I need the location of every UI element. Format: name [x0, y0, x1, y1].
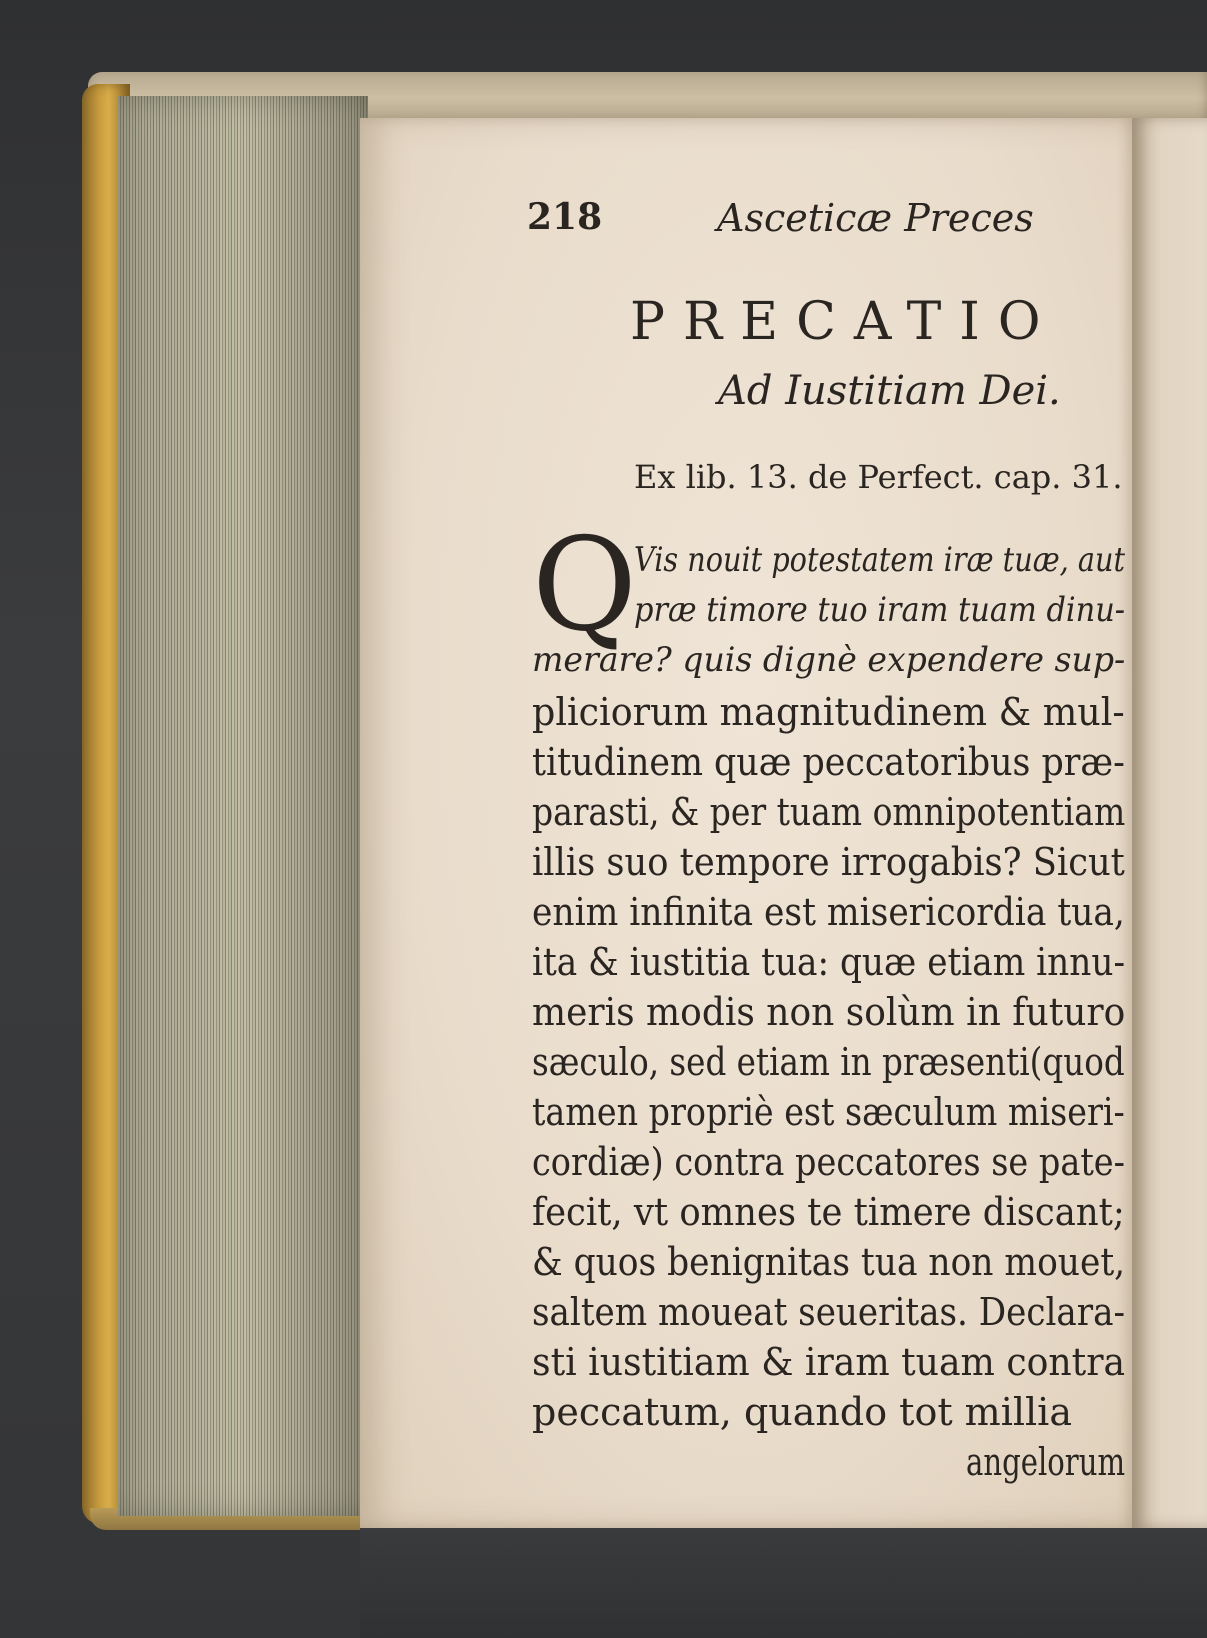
- source-reference: Ex lib. 13. de Perfect. cap. 31.: [634, 458, 1123, 496]
- text-line: fecit, vt omnes te timere discant;: [532, 1190, 1125, 1234]
- text-line: sti iustitiam & iram tuam contra: [532, 1340, 1126, 1384]
- text-line: & quos benignitas tua non mouet,: [532, 1240, 1126, 1284]
- running-head: Asceticæ Preces: [717, 196, 1034, 240]
- text-line: peccatum, quando tot millia: [532, 1390, 1072, 1434]
- text-line: præ timore tuo iram tuam dinu-: [634, 590, 1126, 630]
- page-number: 218: [527, 196, 603, 238]
- scan-backdrop-bottom: [360, 1528, 1207, 1638]
- prayer-subtitle: Ad Iustitiam Dei.: [718, 368, 1061, 414]
- text-line: titudinem quæ peccatoribus præ-: [532, 740, 1125, 784]
- text-line: tamen propriè est sæculum miseri-: [532, 1090, 1125, 1134]
- text-line: ita & iustitia tua: quæ etiam innu-: [532, 940, 1126, 984]
- prayer-title: PRECATIO: [630, 292, 1059, 352]
- text-line: meris modis non solùm in futuro: [532, 990, 1126, 1034]
- text-line: cordiæ) contra peccatores se pate-: [532, 1140, 1125, 1184]
- facing-page-edge: [1132, 118, 1207, 1528]
- text-line: merare? quis dignè expendere sup-: [532, 640, 1126, 680]
- text-line: Vis nouit potestatem iræ tuæ, aut: [634, 540, 1126, 580]
- catchword: angelorum: [966, 1440, 1126, 1484]
- text-line: sæculo, sed etiam in præsenti(quod: [532, 1040, 1125, 1084]
- drop-cap: Q: [532, 511, 637, 660]
- text-line: parasti, & per tuam omnipotentiam: [532, 790, 1126, 834]
- text-line: enim infinita est misericordia tua,: [532, 890, 1125, 934]
- text-line: pliciorum magnitudinem & mul-: [532, 690, 1125, 734]
- page-edges-shading: [118, 96, 368, 1516]
- text-line: illis suo tempore irrogabis? Sicut: [532, 840, 1125, 884]
- text-line: saltem moueat seueritas. Declara-: [532, 1290, 1126, 1334]
